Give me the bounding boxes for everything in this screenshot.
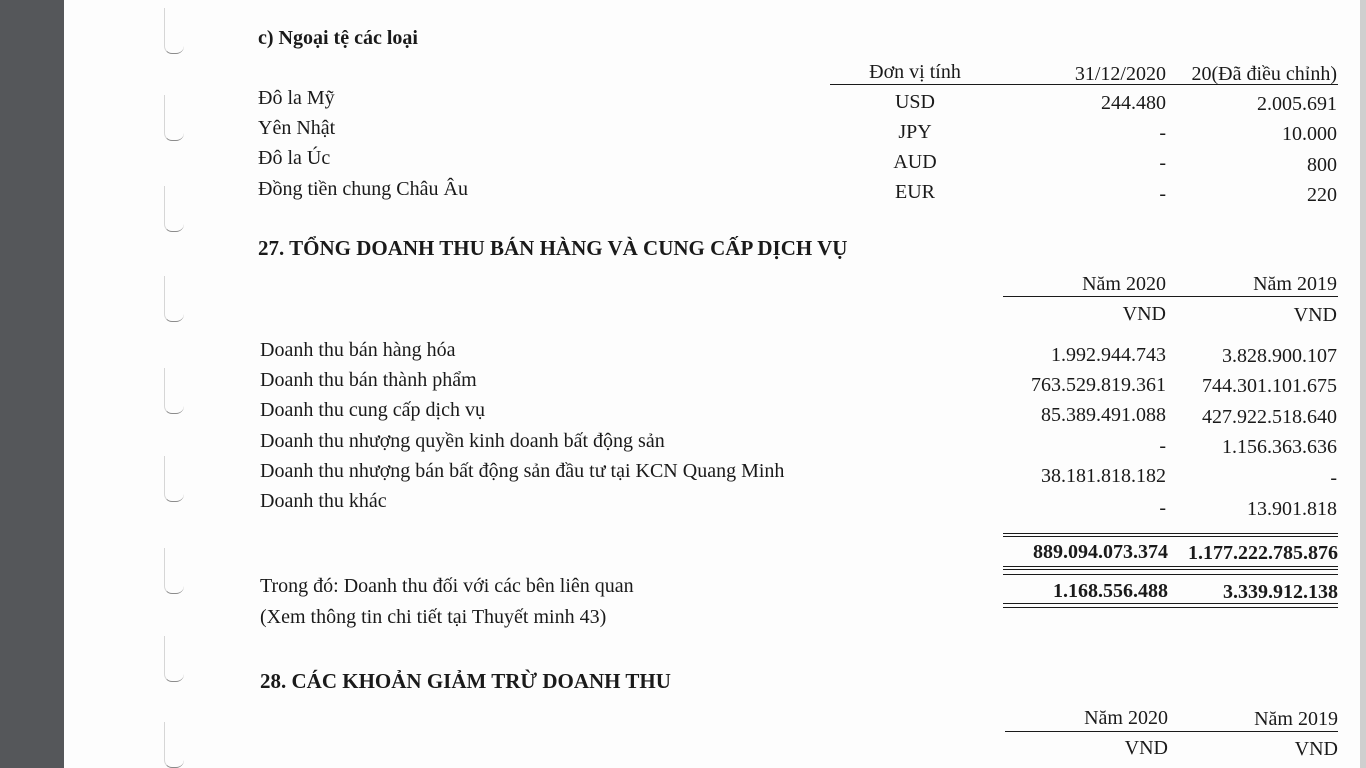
currency-row-label: Đô la Mỹ [258, 87, 335, 109]
section-c-title: c) Ngoại tệ các loại [258, 27, 418, 49]
currency-row-label: Đô la Úc [258, 147, 331, 169]
currency-unit-2020: VND [1122, 303, 1166, 325]
col-2019-header: 20(Đã điều chỉnh) [1191, 63, 1337, 85]
revenue-row-label: Doanh thu bán hàng hóa [260, 339, 456, 361]
currency-row-label: Yên Nhật [258, 117, 336, 139]
currency-row-value-2020: 244.480 [1101, 92, 1166, 114]
binder-hole [164, 186, 184, 232]
total-bottom-rule [1003, 569, 1338, 570]
currency-row-value-2020: - [1159, 152, 1166, 174]
col-2020-header: 31/12/2020 [1074, 63, 1166, 85]
currency-row-value-2019: 800 [1307, 154, 1337, 176]
page-right-edge [1360, 0, 1366, 768]
binder-hole [164, 8, 184, 54]
currency-row-value-2020: - [1159, 122, 1166, 144]
revenue-row-value-2019: 744.301.101.675 [1202, 375, 1337, 397]
header-underline [1005, 731, 1338, 732]
revenue-row-value-2020: - [1159, 435, 1166, 457]
currency-unit-2019: VND [1294, 738, 1338, 760]
currency-row-unit: JPY [898, 121, 932, 143]
currency-unit-2020: VND [1124, 737, 1168, 759]
related-bottom-rule [1003, 607, 1338, 608]
related-bottom-rule [1003, 603, 1338, 604]
col-2019-header: Năm 2019 [1253, 273, 1337, 295]
total-value-2019: 1.177.222.785.876 [1188, 542, 1338, 564]
revenue-row-label: Doanh thu cung cấp dịch vụ [260, 399, 485, 421]
related-value-2020: 1.168.556.488 [1053, 580, 1168, 602]
section-27-title: 27. TỔNG DOANH THU BÁN HÀNG VÀ CUNG CẤP DỊCH VỤ [258, 236, 848, 260]
viewer-left-margin [0, 0, 64, 768]
revenue-row-value-2019: 427.922.518.640 [1202, 406, 1337, 428]
related-top-rule [1003, 574, 1338, 575]
currency-row-value-2019: 2.005.691 [1257, 93, 1337, 115]
revenue-row-label: Doanh thu nhượng bán bất động sản đầu tư tại KCN Quang Minh [260, 460, 785, 482]
currency-row-unit: AUD [893, 151, 937, 173]
revenue-row-value-2020: 763.529.819.361 [1031, 374, 1166, 396]
section-28-title: 28. CÁC KHOẢN GIẢM TRỪ DOANH THU [260, 669, 671, 693]
col-2019-header: Năm 2019 [1254, 708, 1338, 730]
total-top-rule [1003, 536, 1338, 537]
binder-hole [164, 368, 184, 414]
col-2020-header: Năm 2020 [1082, 273, 1166, 295]
currency-row-value-2019: 10.000 [1282, 123, 1337, 145]
currency-row-unit: EUR [895, 181, 935, 203]
binder-hole [164, 548, 184, 594]
related-party-label: Trong đó: Doanh thu đối với các bên liên quan [260, 575, 634, 597]
revenue-row-value-2019: 13.901.818 [1247, 498, 1337, 520]
revenue-row-value-2020: - [1159, 497, 1166, 519]
revenue-row-value-2020: 85.389.491.088 [1041, 404, 1166, 426]
currency-unit-2019: VND [1293, 304, 1337, 326]
binder-hole [164, 636, 184, 682]
revenue-row-value-2019: - [1330, 467, 1337, 489]
currency-row-value-2020: - [1159, 183, 1166, 205]
binder-hole [164, 95, 184, 141]
header-underline [1003, 296, 1338, 297]
binder-hole [164, 276, 184, 322]
currency-row-value-2019: 220 [1307, 184, 1337, 206]
revenue-row-label: Doanh thu nhượng quyền kinh doanh bất động sản [260, 430, 665, 452]
related-value-2019: 3.339.912.138 [1223, 581, 1338, 603]
revenue-row-label: Doanh thu bán thành phẩm [260, 369, 477, 391]
total-value-2020: 889.094.073.374 [1033, 541, 1168, 563]
currency-row-unit: USD [894, 91, 935, 113]
total-top-rule [1003, 533, 1338, 534]
revenue-row-value-2020: 1.992.944.743 [1051, 344, 1166, 366]
col-2020-header: Năm 2020 [1084, 707, 1168, 729]
unit-column-header: Đơn vị tính [869, 61, 961, 83]
revenue-row-value-2020: 38.181.818.182 [1041, 465, 1166, 487]
currency-row-label: Đồng tiền chung Châu Âu [258, 178, 468, 200]
total-bottom-rule [1003, 566, 1338, 567]
revenue-row-value-2019: 1.156.363.636 [1222, 436, 1337, 458]
related-party-note: (Xem thông tin chi tiết tại Thuyết minh 43) [260, 606, 607, 628]
revenue-row-value-2019: 3.828.900.107 [1222, 345, 1337, 367]
binder-hole [164, 456, 184, 502]
binder-hole [164, 722, 184, 768]
revenue-row-label: Doanh thu khác [260, 490, 387, 512]
